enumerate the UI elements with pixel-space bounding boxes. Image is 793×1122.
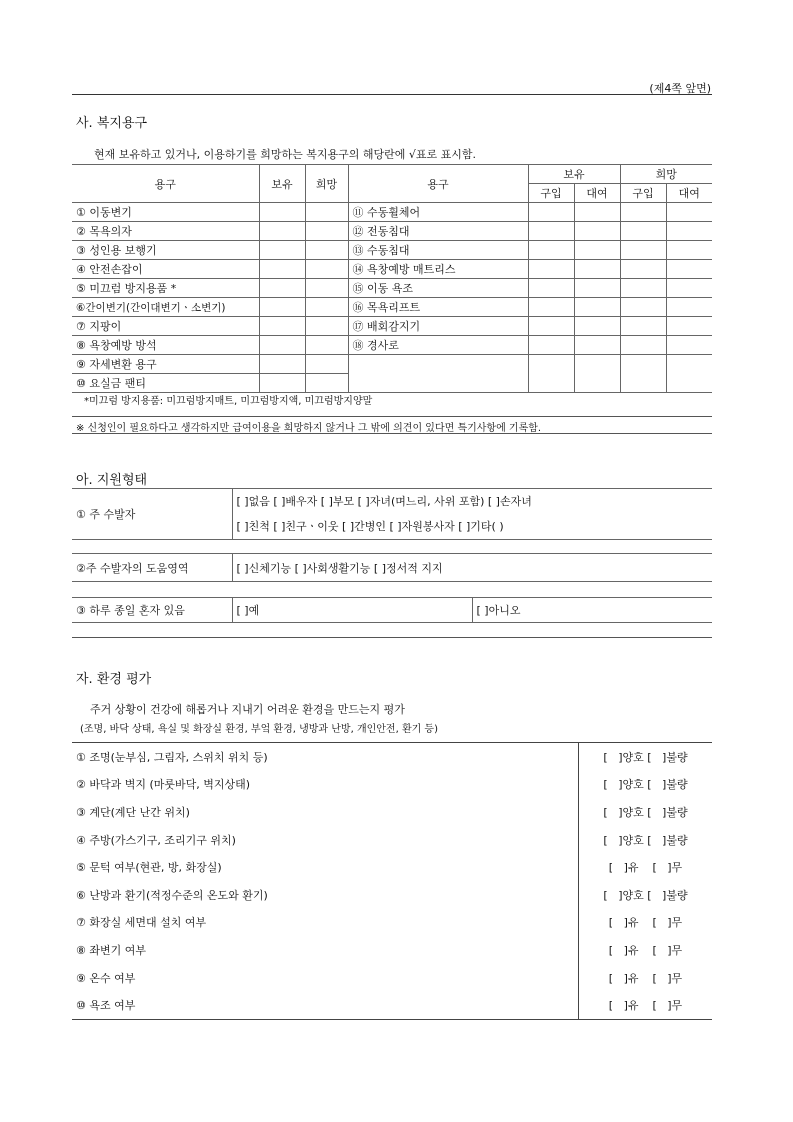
own-check[interactable] [259,260,305,279]
header-own: 보유 [259,165,305,203]
left-item: ③ 성인용 보행기 [72,241,259,260]
env-row-label: ② 바닥과 벽지 (마룻바닥, 벽지상태) [76,778,251,792]
header-buy: 구입 [528,184,574,203]
hope-check[interactable] [305,298,348,317]
welfare-table [72,164,712,393]
own-buy-check[interactable] [528,317,574,336]
own-buy-check[interactable] [528,279,574,298]
env-row [72,826,712,854]
own-check[interactable] [259,355,305,374]
top-divider [72,94,712,95]
hope-buy-check[interactable] [620,298,666,317]
env-row [72,798,712,826]
own-check[interactable] [259,317,305,336]
own-check[interactable] [259,241,305,260]
hope-rent-check[interactable] [666,222,712,241]
own-buy-check[interactable] [528,260,574,279]
env-row-label: ⑧ 좌변기 여부 [76,943,146,957]
env-row-label: ① 조명(눈부심, 그림자, 스위치 위치 등) [76,750,268,764]
left-item: ⑩ 요실금 팬티 [72,374,259,393]
own-check[interactable] [259,298,305,317]
own-buy-check[interactable] [528,355,574,393]
own-rent-check[interactable] [574,241,620,260]
hope-rent-check[interactable] [666,336,712,355]
env-row-label: ⑨ 온수 여부 [76,971,136,985]
alone-no-option[interactable]: [ ]아니오 [472,598,712,623]
hope-check[interactable] [305,279,348,298]
alone-table [72,597,712,623]
hope-check[interactable] [305,317,348,336]
caregiver-options-line-2[interactable]: [ ]친척 [ ]친구ㆍ이웃 [ ]간병인 [ ]자원봉사자 [ ]기타( ) [232,513,712,540]
hope-buy-check[interactable] [620,260,666,279]
own-rent-check[interactable] [574,203,620,222]
env-row-label: ④ 주방(가스기구, 조리기구 위치) [76,833,236,847]
left-item: ① 이동변기 [72,203,259,222]
env-row-options[interactable]: [ ]양호 [ ]불량 [578,826,712,854]
hope-check[interactable] [305,241,348,260]
left-item: ⑦ 지팡이 [72,317,259,336]
env-row [72,771,712,799]
environment-section-title: 자. 환경 평가 [76,672,152,687]
welfare-notice: ※ 신청인이 필요하다고 생각하지만 급여이용을 희망하지 않거나 그 밖에 의견이 있다면 특기사항에 기록함. [76,423,542,434]
own-rent-check[interactable] [574,298,620,317]
env-row [72,909,712,937]
right-item: ⑱ 경사로 [348,336,528,355]
env-row-options[interactable]: [ ]유 [ ]무 [578,991,712,1019]
hope-check[interactable] [305,203,348,222]
own-check[interactable] [259,203,305,222]
left-item: ⑨ 자세변환 용구 [72,355,259,374]
own-rent-check[interactable] [574,355,620,393]
own-buy-check[interactable] [528,222,574,241]
welfare-section-title: 사. 복지용구 [76,116,148,131]
env-row-options[interactable]: [ ]양호 [ ]불량 [578,771,712,799]
environment-examples: (조명, 바닥 상태, 욕실 및 화장실 환경, 부엌 환경, 냉방과 난방, 개인안전, 환기 등) [80,724,438,735]
hope-check[interactable] [305,222,348,241]
env-row [72,881,712,909]
hope-rent-check[interactable] [666,241,712,260]
right-item: ⑫ 전동침대 [348,222,528,241]
right-item: ⑮ 이동 욕조 [348,279,528,298]
env-row-options[interactable]: [ ]유 [ ]무 [578,964,712,992]
header-item: 용구 [72,165,259,203]
hope-buy-check[interactable] [620,355,666,393]
right-item: ⑭ 욕창예방 매트리스 [348,260,528,279]
right-item: ⑬ 수동침대 [348,241,528,260]
hope-rent-check[interactable] [666,355,712,393]
own-check[interactable] [259,279,305,298]
left-item: ⑤ 미끄럼 방지용품 * [72,279,259,298]
hope-check[interactable] [305,336,348,355]
env-row [72,936,712,964]
own-buy-check[interactable] [528,336,574,355]
support-section-title: 아. 지원형태 [76,473,148,488]
caregiver-table [72,488,712,540]
header-own-2: 보유 [528,165,620,184]
caregiver-label: ① 주 수발자 [72,489,232,540]
hope-rent-check[interactable] [666,203,712,222]
divider [72,433,712,434]
hope-check[interactable] [305,260,348,279]
env-row-options[interactable]: [ ]양호 [ ]불량 [578,743,712,771]
own-rent-check[interactable] [574,222,620,241]
right-item: ⑰ 배회감지기 [348,317,528,336]
welfare-description: 현재 보유하고 있거나, 이용하기를 희망하는 복지용구의 해당란에 √표로 표시함. [94,148,477,161]
page-label: (제4쪽 앞면) [649,82,711,95]
header-rent-2: 대여 [666,184,712,203]
left-item: ⑧ 욕창예방 방석 [72,336,259,355]
hope-rent-check[interactable] [666,298,712,317]
hope-check[interactable] [305,355,348,374]
hope-buy-check[interactable] [620,279,666,298]
header-rent: 대여 [574,184,620,203]
env-row-label: ⑥ 난방과 환기(적정수준의 온도와 환기) [76,888,268,902]
left-item: ⑥간이변기(간이대변기ㆍ소변기) [72,298,259,317]
hope-rent-check[interactable] [666,317,712,336]
help-area-label: ②주 수발자의 도움영역 [72,554,232,582]
own-check[interactable] [259,336,305,355]
left-item: ④ 안전손잡이 [72,260,259,279]
right-empty-cell [348,355,528,393]
hope-buy-check[interactable] [620,203,666,222]
hope-buy-check[interactable] [620,222,666,241]
right-item: ⑪ 수동휠체어 [348,203,528,222]
hope-buy-check[interactable] [620,317,666,336]
own-check[interactable] [259,374,305,393]
hope-rent-check[interactable] [666,279,712,298]
own-rent-check[interactable] [574,317,620,336]
own-buy-check[interactable] [528,203,574,222]
help-area-options[interactable]: [ ]신체기능 [ ]사회생활기능 [ ]정서적 지지 [232,554,712,582]
env-row-options[interactable]: [ ]유 [ ]무 [578,853,712,881]
hope-buy-check[interactable] [620,336,666,355]
env-row [72,853,712,881]
hope-buy-check[interactable] [620,241,666,260]
own-buy-check[interactable] [528,241,574,260]
env-row [72,991,712,1019]
divider [72,637,712,638]
help-area-table [72,553,712,582]
env-row-label: ⑤ 문턱 여부(현관, 방, 화장실) [76,861,222,875]
alone-label: ③ 하루 종일 혼자 있음 [72,598,232,623]
hope-rent-check[interactable] [666,260,712,279]
header-hope-2: 희망 [620,165,712,184]
own-rent-check[interactable] [574,279,620,298]
own-rent-check[interactable] [574,260,620,279]
divider [72,416,712,417]
environment-table [72,742,712,1020]
own-check[interactable] [259,222,305,241]
left-item: ② 목욕의자 [72,222,259,241]
right-item: ⑯ 목욕리프트 [348,298,528,317]
header-item-2: 용구 [348,165,528,203]
env-row-label: ⑦ 화장실 세면대 설치 여부 [76,916,207,930]
alone-yes-option[interactable]: [ ]예 [232,598,472,623]
env-row [72,964,712,992]
env-row-options[interactable]: [ ]양호 [ ]불량 [578,881,712,909]
env-row-label: ③ 계단(계단 난간 위치) [76,805,190,819]
env-row-label: ⑩ 욕조 여부 [76,999,136,1013]
hope-check[interactable] [305,374,348,393]
caregiver-options-line-1[interactable]: [ ]없음 [ ]배우자 [ ]부모 [ ]자녀(며느리, 사위 포함) [ ]손자녀 [232,489,712,514]
env-row-options[interactable]: [ ]유 [ ]무 [578,909,712,937]
header-hope: 희망 [305,165,348,203]
own-rent-check[interactable] [574,336,620,355]
env-row [72,743,712,771]
env-row-options[interactable]: [ ]유 [ ]무 [578,936,712,964]
environment-description: 주거 상황이 건강에 해롭거나 지내기 어려운 환경을 만드는지 평가 [90,703,405,716]
welfare-footnote: *미끄럼 방지용품: 미끄럼방지매트, 미끄럼방지액, 미끄럼방지양말 [84,396,373,407]
own-buy-check[interactable] [528,298,574,317]
env-row-options[interactable]: [ ]양호 [ ]불량 [578,798,712,826]
header-buy-2: 구입 [620,184,666,203]
